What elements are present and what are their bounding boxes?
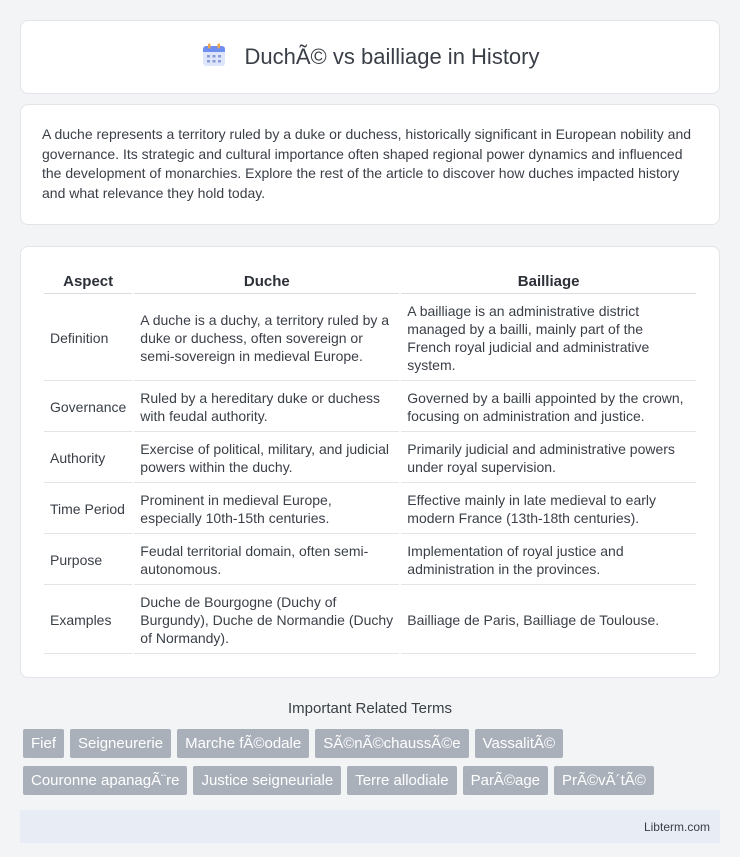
cell-duche: Exercise of political, military, and judicial powers within the duchy.: [134, 434, 399, 483]
cell-bailliage: Implementation of royal justice and administration in the provinces.: [401, 536, 696, 585]
table-row: [44, 536, 696, 585]
tag-marche-feodale[interactable]: Marche fÃ©odale: [177, 729, 309, 758]
cell-bailliage: Bailliage de Paris, Bailliage de Toulouse.: [401, 587, 696, 654]
cell-aspect: Authority: [44, 434, 132, 483]
tag-couronne-apanagere[interactable]: Couronne apanagÃ¨re: [23, 766, 187, 795]
tag-pareage[interactable]: ParÃ©age: [463, 766, 548, 795]
tag-prevote[interactable]: PrÃ©vÃ´tÃ©: [554, 766, 654, 795]
intro-card: [20, 104, 720, 225]
page-header: [20, 20, 720, 94]
table-row: [44, 434, 696, 483]
cell-aspect: Time Period: [44, 485, 132, 534]
cell-bailliage: Effective mainly in late medieval to early modern France (13th-18th centuries).: [401, 485, 696, 534]
cell-aspect: Governance: [44, 383, 132, 432]
cell-duche: Duche de Bourgogne (Duchy of Burgundy), Duche de Normandie (Duchy of Normandy).: [134, 587, 399, 654]
footer-brand-link[interactable]: Libterm.com: [643, 819, 710, 834]
header-duche: Duche: [134, 269, 399, 294]
comparison-table: [42, 267, 698, 656]
cell-bailliage: Governed by a bailli appointed by the crown, focusing on administration and justice.: [401, 383, 696, 432]
table-row: [44, 383, 696, 432]
related-terms-title: Important Related Terms: [288, 700, 452, 717]
cell-aspect: Purpose: [44, 536, 132, 585]
tag-justice-seigneuriale[interactable]: Justice seigneuriale: [193, 766, 341, 795]
cell-duche: Ruled by a hereditary duke or duchess with feudal authority.: [134, 383, 399, 432]
cell-bailliage: Primarily judicial and administrative powers under royal supervision.: [401, 434, 696, 483]
table-row: [44, 587, 696, 654]
tag-terre-allodiale[interactable]: Terre allodiale: [347, 766, 456, 795]
tag-fief[interactable]: Fief: [23, 729, 64, 758]
comparison-card: [20, 246, 720, 678]
table-row: [44, 485, 696, 534]
tag-senechaussee[interactable]: SÃ©nÃ©chaussÃ©e: [315, 729, 468, 758]
related-terms-list: [20, 717, 720, 795]
header-bailliage: Bailliage: [401, 269, 696, 294]
header-aspect: Aspect: [44, 269, 132, 294]
calendar-icon: [201, 42, 227, 73]
cell-duche: A duche is a duchy, a territory ruled by a duke or duchess, often sovereign or semi-sovereign in medieval Europe.: [134, 296, 399, 381]
cell-bailliage: A bailliage is an administrative district managed by a bailli, mainly part of the French royal judicial and administrative system.: [401, 296, 696, 381]
cell-aspect: Definition: [44, 296, 132, 381]
tag-vassalite[interactable]: VassalitÃ©: [475, 729, 563, 758]
footer: [20, 810, 720, 843]
tag-seigneurerie[interactable]: Seigneurerie: [70, 729, 171, 758]
table-header-row: [44, 269, 696, 294]
table-row: [44, 296, 696, 381]
page-title: DuchÃ© vs bailliage in History: [244, 44, 540, 69]
cell-duche: Prominent in medieval Europe, especially 10th-15th centuries.: [134, 485, 399, 534]
cell-aspect: Examples: [44, 587, 132, 654]
intro-text: A duche represents a territory ruled by a duke or duchess, historically significant in European nobility and governance. Its strategic and cultural importance often shaped regional power dynamics and influenced the development of monarchies. Explore the rest of the article to discover how duches impacted history and what relevance they hold today.: [42, 126, 692, 201]
cell-duche: Feudal territorial domain, often semi-autonomous.: [134, 536, 399, 585]
